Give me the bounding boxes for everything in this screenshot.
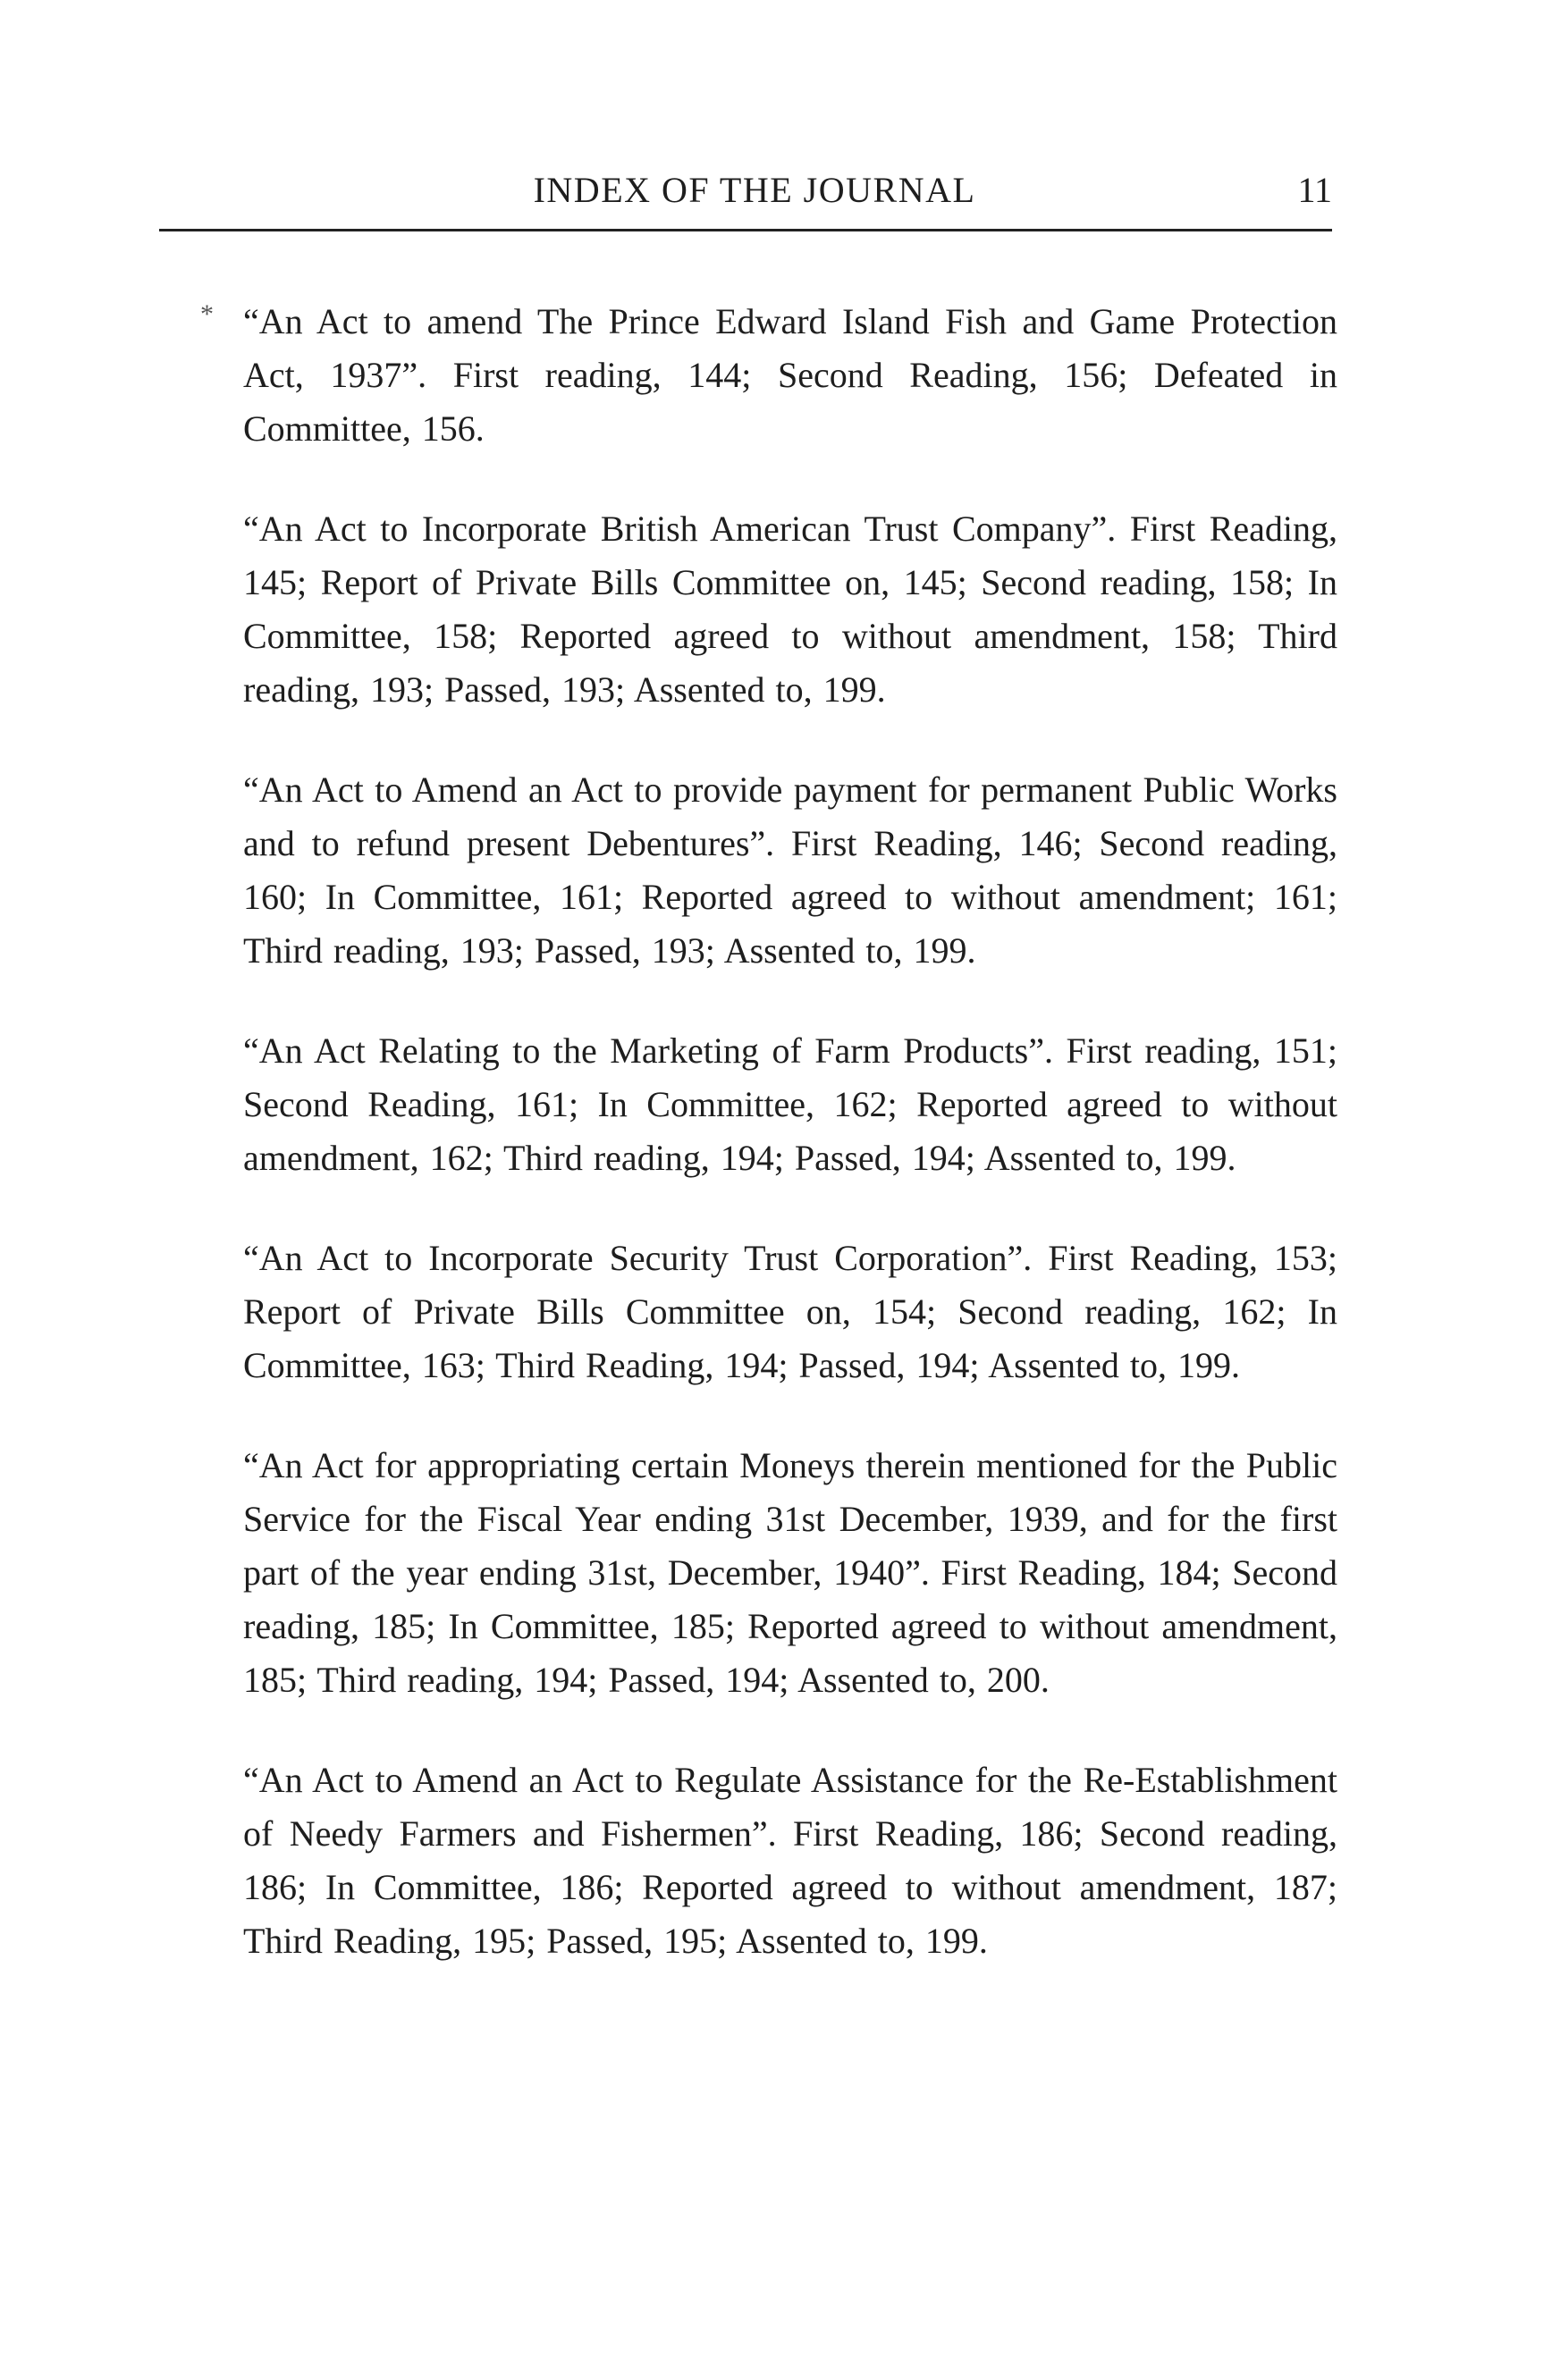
index-entry-public-works-debentures: [243, 763, 1337, 978]
entry-text: “An Act to amend The Prince Edward Island Fish and Game Protection Act, 1937”. First reading, 144; Second Reading, 156; Defeated in Committee, 156.: [243, 301, 1337, 449]
index-entries: [200, 295, 1337, 2014]
entry-text: “An Act Relating to the Marketing of Farm Products”. First reading, 151; Second Reading, 161; In Committee, 162; Reported agreed to without amendment, 162; Third reading, 194; Passed, 194; Assented to, 199.: [243, 1030, 1337, 1178]
asterisk-marker: *: [200, 299, 214, 329]
page-number: 11: [1297, 170, 1332, 210]
entry-text: “An Act to Amend an Act to Regulate Assistance for the Re-Establishment of Needy Farmers and Fishermen”. First Reading, 186; Second reading, 186; In Committee, 186; Reported agreed to without amendment, 187; Third Reading, 195; Passed, 195; Assented to, 199.: [243, 1760, 1337, 1961]
index-entry-british-american-trust: [243, 502, 1337, 717]
index-entry-security-trust: [243, 1232, 1337, 1392]
running-head: [159, 168, 1332, 231]
index-entry-needy-farmers-fishermen: [243, 1753, 1337, 1968]
entry-text: “An Act to Amend an Act to provide payment for permanent Public Works and to refund present Debentures”. First Reading, 146; Second reading, 160; In Committee, 161; Reported agreed to without amendment; 161; Third reading, 193; Passed, 193; Assented to, 199.: [243, 770, 1337, 971]
index-entry-marketing-farm-products: [243, 1024, 1337, 1185]
entry-text: “An Act for appropriating certain Moneys therein mentioned for the Public Service for the Fiscal Year ending 31st December, 1939, and for the first part of the year ending 31st, December, 1940”. First Reading, 184; Second reading, 185; In Committee, 185; Reported agreed to without amendment, 185; Third reading, 194; Passed, 194; Assented to, 200.: [243, 1445, 1337, 1700]
running-title: INDEX OF THE JOURNAL: [533, 170, 976, 210]
index-entry-fish-and-game-act: [200, 295, 1337, 456]
entry-text: “An Act to Incorporate Security Trust Corporation”. First Reading, 153; Report of Private Bills Committee on, 154; Second reading, 162; In Committee, 163; Third Reading, 194; Passed, 194; Assented to, 199.: [243, 1238, 1337, 1385]
entry-text: “An Act to Incorporate British American Trust Company”. First Reading, 145; Report of Private Bills Committee on, 145; Second reading, 158; In Committee, 158; Reported agreed to without amendment, 158; Third reading, 193; Passed, 193; Assented to, 199.: [243, 509, 1337, 710]
header-rule: [159, 229, 1332, 231]
index-entry-appropriation-act: [243, 1439, 1337, 1707]
